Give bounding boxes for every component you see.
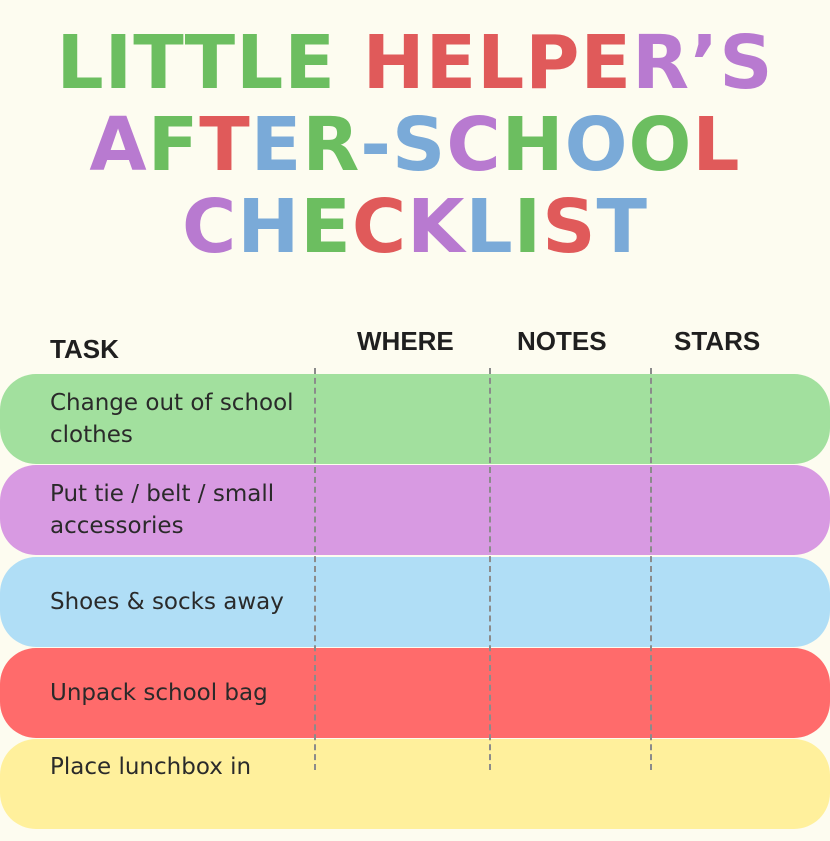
task-label: Put tie / belt / small accessories: [50, 481, 275, 539]
title-letter: A: [89, 102, 148, 188]
title-letter: S: [542, 184, 597, 270]
table-row-lunchbox: [0, 739, 830, 829]
title-letter: H: [237, 184, 301, 270]
title-letter: C: [446, 102, 502, 188]
column-divider-notes: [489, 368, 491, 770]
title-letter: L: [477, 20, 526, 106]
title-line: [0, 104, 830, 186]
title-letter: T: [133, 20, 185, 106]
column-header-where: WHERE: [357, 326, 454, 356]
title-letter: H: [362, 20, 426, 106]
title-letter: F: [147, 102, 200, 188]
title-letter: L: [56, 20, 105, 106]
title-letter: R: [632, 20, 691, 106]
title-letter: H: [501, 102, 565, 188]
column-divider-stars: [650, 368, 652, 770]
table-row-accessories: [0, 465, 830, 555]
column-header-notes: NOTES: [517, 326, 607, 356]
table-row-shoes-socks: [0, 557, 830, 647]
title-letter: [336, 22, 363, 104]
title-letter: E: [425, 20, 478, 106]
page-title: [0, 0, 830, 268]
column-header-stars: STARS: [674, 326, 761, 356]
title-letter: C: [182, 184, 238, 270]
title-letter: T: [184, 20, 237, 106]
title-letter: E: [580, 20, 633, 106]
table-row-change-clothes: [0, 374, 830, 464]
title-letter: S: [392, 102, 447, 188]
title-letter: E: [300, 184, 352, 270]
table-header: [0, 320, 830, 370]
title-letter: S: [719, 20, 774, 106]
title-letter: O: [628, 102, 693, 188]
title-letter: I: [104, 20, 134, 106]
title-letter: L: [692, 102, 741, 188]
task-label: Change out of school clothes: [50, 390, 294, 448]
title-letter: -: [360, 102, 393, 188]
table-row-unpack-bag: [0, 648, 830, 738]
title-letter: C: [351, 184, 408, 270]
title-letter: P: [525, 20, 581, 106]
title-line: [0, 22, 830, 104]
task-label: Unpack school bag: [50, 680, 268, 706]
title-line: [0, 186, 830, 268]
title-letter: ’: [690, 20, 720, 106]
title-letter: T: [199, 102, 251, 188]
task-label: Shoes & socks away: [50, 589, 284, 615]
title-letter: K: [407, 184, 466, 270]
title-letter: R: [302, 102, 361, 188]
title-letter: T: [596, 184, 648, 270]
title-letter: E: [284, 20, 336, 106]
title-letter: I: [513, 184, 543, 270]
task-label: Place lunchbox in: [50, 754, 252, 780]
title-letter: L: [465, 184, 514, 270]
column-header-task: TASK: [50, 334, 119, 364]
title-letter: E: [250, 102, 303, 188]
title-letter: O: [564, 102, 629, 188]
title-letter: L: [236, 20, 285, 106]
column-divider-where: [314, 368, 316, 770]
